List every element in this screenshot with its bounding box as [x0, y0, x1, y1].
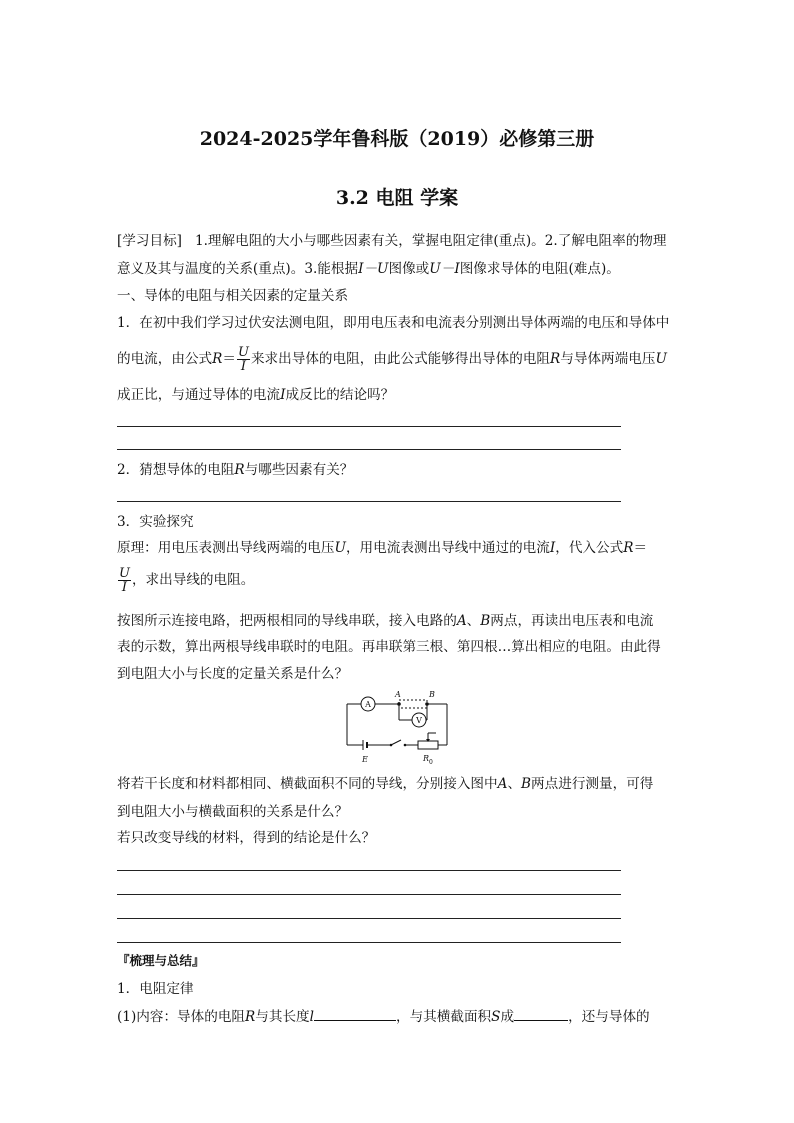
node-a-dot: [397, 702, 401, 706]
fill-blank[interactable]: [514, 1006, 568, 1021]
answer-line[interactable]: [117, 870, 621, 871]
rheostat-label: R: [423, 754, 430, 763]
lesson-title: 3.2 电阻 学案: [335, 187, 459, 209]
point-a-label: A: [395, 690, 401, 699]
resistance-law-content: (1)内容：导体的电阻R与其长度l ，与其横截面积S成 ，还与导体的: [117, 1006, 681, 1026]
answer-line[interactable]: [117, 942, 621, 943]
procedure-line-2: 表的示数，算出两根导线串联时的电阻。再串联第三根、第四根…算出相应的电阻。由此得: [117, 639, 661, 655]
formula-fraction: $\frac{U}{I}$: [119, 566, 130, 595]
section-heading-1: 一、导体的电阻与相关因素的定量关系: [117, 288, 349, 304]
question-1-line-3: 成正比，与通过导体的电流I成反比的结论吗？: [117, 387, 395, 403]
procedure-line-1: 按图所示连接电路，把两根相同的导线串联，接入电路的A、B两点，再读出电压表和电流: [117, 613, 654, 629]
procedure-line-3: 到电阻大小与长度的定量关系是什么？: [117, 666, 349, 682]
page-title: 2024-2025学年鲁科版（2019）必修第三册: [199, 128, 595, 150]
test-wire-resistor: [399, 700, 427, 708]
circuit-diagram: [330, 688, 470, 768]
switch-contact-left: [390, 744, 393, 747]
question-2: 2．猜想导体的电阻R与哪些因素有关？: [117, 462, 354, 478]
objectives-line-2: 意义及其与温度的关系(重点)。3.能根据I－U图像或U－I图像求导体的电阻(难点)。: [117, 261, 620, 277]
rheostat-body: [418, 741, 438, 749]
answer-line[interactable]: [117, 449, 621, 450]
principle-line-1: 原理：用电压表测出导线两端的电压U，用电流表测出导线中通过的电流I，代入公式R＝: [117, 540, 648, 556]
objectives-line-1: [学习目标] 1.理解电阻的大小与哪些因素有关，掌握电阻定律(重点)。2.了解电阻率的物理: [117, 233, 667, 249]
voltmeter-label: V: [416, 716, 422, 725]
switch-blade: [391, 740, 401, 745]
procedure-3: 若只改变导线的材料，得到的结论是什么？: [117, 830, 376, 846]
procedure-2-line-2: 到电阻大小与横截面积的关系是什么？: [117, 804, 349, 820]
question-3-heading: 3．实验探究: [117, 514, 194, 530]
answer-line[interactable]: [117, 426, 621, 427]
answer-line[interactable]: [117, 894, 621, 895]
rheostat-subscript: 0: [429, 759, 433, 766]
node-b-dot: [425, 702, 429, 706]
answer-line[interactable]: [117, 918, 621, 919]
question-1-line-2: 的电流，由公式R＝ $\frac{U}{I}$ 来求出导体的电阻，由此公式能够得出导体的电阻R与导体两端电压U: [117, 345, 667, 374]
principle-line-2: $\frac{U}{I}$ ，求出导线的电阻。: [119, 566, 255, 595]
switch-contact-right: [404, 744, 407, 747]
question-1-line-1: 1．在初中我们学习过伏安法测电阻，即用电压表和电流表分别测出导体两端的电压和导体中: [117, 315, 670, 331]
summary-heading: 『梳理与总结』: [117, 953, 205, 968]
answer-line[interactable]: [117, 501, 621, 502]
point-b-label: B: [429, 690, 435, 699]
formula-fraction: $\frac{U}{I}$: [238, 345, 249, 374]
ammeter-label: A: [365, 700, 371, 709]
procedure-2-line-1: 将若干长度和材料都相同、横截面积不同的导线，分别接入图中A、B两点进行测量，可得: [117, 776, 654, 792]
battery-label: E: [362, 755, 368, 764]
fill-blank[interactable]: [314, 1006, 396, 1021]
objectives-label: [学习目标]: [117, 233, 182, 249]
summary-item-1: 1．电阻定律: [117, 981, 194, 997]
